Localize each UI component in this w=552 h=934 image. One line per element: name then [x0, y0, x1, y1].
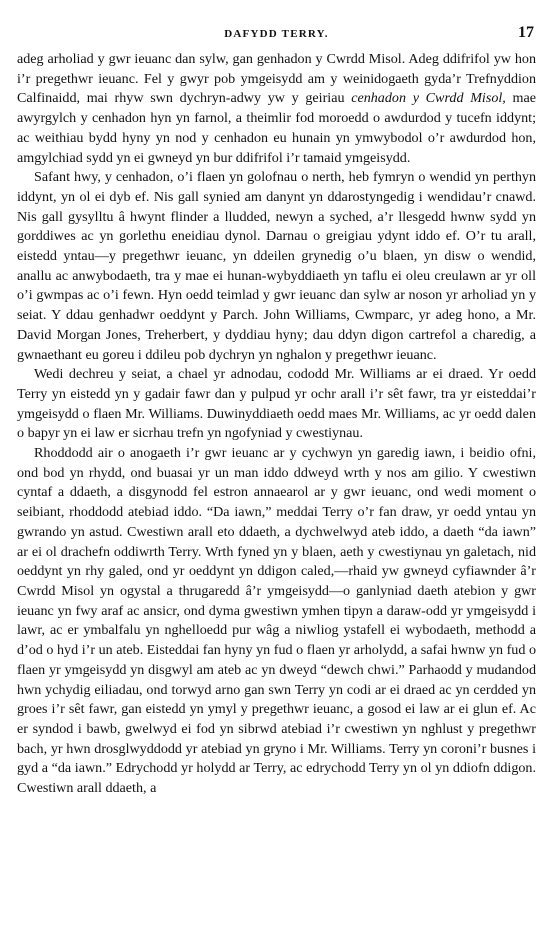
text-run: adeg arholiad y gwr ieuanc dan sylw, gan genhadon y Cwrdd Misol. Adeg ddifrifol yw hon i’r pregethwr ieuanc. Fel y gwyr pob ymgeisydd am y weinidogaeth gyda’r Trefnyddion Calfinaidd, mai rhyw swn dychryn-adwy yw y geiriau: [17, 51, 536, 107]
paragraph: [17, 444, 536, 799]
text-run: Safant hwy, y cenhadon, o’i flaen yn golofnau o nerth, heb fymryn o wendid yn perthyn iddynt, yn ol ei dyb ef. Nis gall synied am danynt yn ddarostyngedig i wendidau’r cnawd. Nis gall gysylltu â hwynt flinder a lludded, newyn a syched, a’r llesgedd hwnw sydd yn gorddiwes ac yn gorlethu eneidiau dynol. Darnau o greigiau ydynt iddo ef. O’r tu arall, eistedd yntau—y pregethwr ieuanc, yn ddeilen grynedig o’u blaen, yn disw o wendid, anallu ac anwybodaeth, tra y mae ei hunan-wybyddiaeth yn taflu ei oleu creulawn ar yr oll o’i gwmpas ac o’i fewn. Hyn oedd teimlad y gwr ieuanc dan sylw ar noson yr arholiad yn y seiat. Y ddau genhadwr oeddynt y Parch. John Williams, Cwmparc, yr adeg hono, a Mr. David Morgan Jones, Treherbert, y dyddiau hyny; dau ddyn digon cartrefol a charedig, a gwnaethant eu goreu i ddileu pob dychryn yn nghalon y pregethwr ieuanc.: [17, 169, 536, 363]
text-run: Rhoddodd air o anogaeth i’r gwr ieuanc ar y cychwyn yn garedig iawn, i beidio ofni, ond bod yn rhydd, ond buasai yr un man iddo ddweyd wrth y nos am gilio. Y cwestiwn cyntaf a ddaeth, a disgynodd fel estron annaearol ar y gwr ieuanc, ond wedi moment o seibiant, rhoddodd atebiad iddo. “Da iawn,” meddai Terry o’r fan draw, yr oedd yntau yn gwrando yn astud. Cwestiwn arall eto ddaeth, a dychwelwyd ateb iddo, a daeth “da iawn” ar ei ol drachefn oddiwrth Terry. Wrth fyned yn y blaen, aeth y cwestiynau yn galetach, nid oeddynt yn rhy galed, ond yr oeddynt yn ddigon caled,—rhaid yw gwneyd cyfiawnder â’r Cwrdd Misol yn ogystal a thrugaredd â’r ymgeisydd—o ganlyniad daeth atebion y gwr ieuanc yn fwy araf ac ansicr, ond dyma gwestiwn ymhen tipyn a daraw-odd yr ymgeisydd i lawr, ac er ymbalfalu yn nghelloedd pur wâg a niwliog ystafell ei wybodaeth, methodd a d’od o hyd i’r un ateb. Eisteddai fan hyny yn fud o flaen yr arholydd, a safai hwnw yn fud o flaen yr ymgeisydd yn disgwyl am ateb ac yn dweyd “dewch chwi.” Parhaodd y mudandod hwn ychydig eiliadau, ond torwyd arno gan swn Terry yn codi ar ei draed ac yn cerdded yn groes i’r sêt fawr, gan eistedd yn ymyl y pregethwr ieuanc, a gosod ei law ar ei glun ef. Ac er syndod i bawb, gwelwyd ei fod yn sibrwd atebiad i’r cwestiwn yn nghlust y pregethwr bach, yr hwn drosglwyddodd yr atebiad yn gryno i Mr. Williams. Terry yn coroni’r busnes i gyd a “da iawn.” Edrychodd yr holydd ar Terry, ac edrychodd Terry yn ol yn ddiofn ddigon. Cwestiwn arall ddaeth, a: [17, 445, 536, 797]
italic-text: cenhadon y Cwrdd Misol,: [351, 90, 506, 107]
page-number: 17: [518, 24, 534, 41]
text-run: mae awyrgylch y cenhadon hyn yn farnol, a theimlir fod moroedd o awdurdod y tucefn iddynt; ac weithiau bydd hyny yn nod y cenhadon eu hunain yn ymwybodol o’r awdurdod hon, amgylchiad sydd yn ei gwneyd yn bur ddifrifol i’r tamaid ymgeisydd.: [17, 90, 536, 166]
paragraph: [17, 50, 536, 168]
page-header: [17, 16, 536, 50]
running-title: DAFYDD TERRY.: [224, 28, 329, 40]
paragraph: [17, 168, 536, 365]
text-run: Wedi dechreu y seiat, a chael yr adnodau, cododd Mr. Williams ar ei draed. Yr oedd Terry yn eistedd yn y gadair fawr dan y pulpud yr ochr arall i’r sêt fawr, tra yr eisteddai’r ymgeisydd o flaen Mr. Williams. Duwinyddiaeth oedd maes Mr. Williams, ac yr oedd dalen o bapyr yn ei law er sicrhau trefn yn ngofyniad y cwestiynau.: [17, 366, 536, 442]
paragraph: [17, 365, 536, 444]
body-text: [17, 50, 536, 799]
